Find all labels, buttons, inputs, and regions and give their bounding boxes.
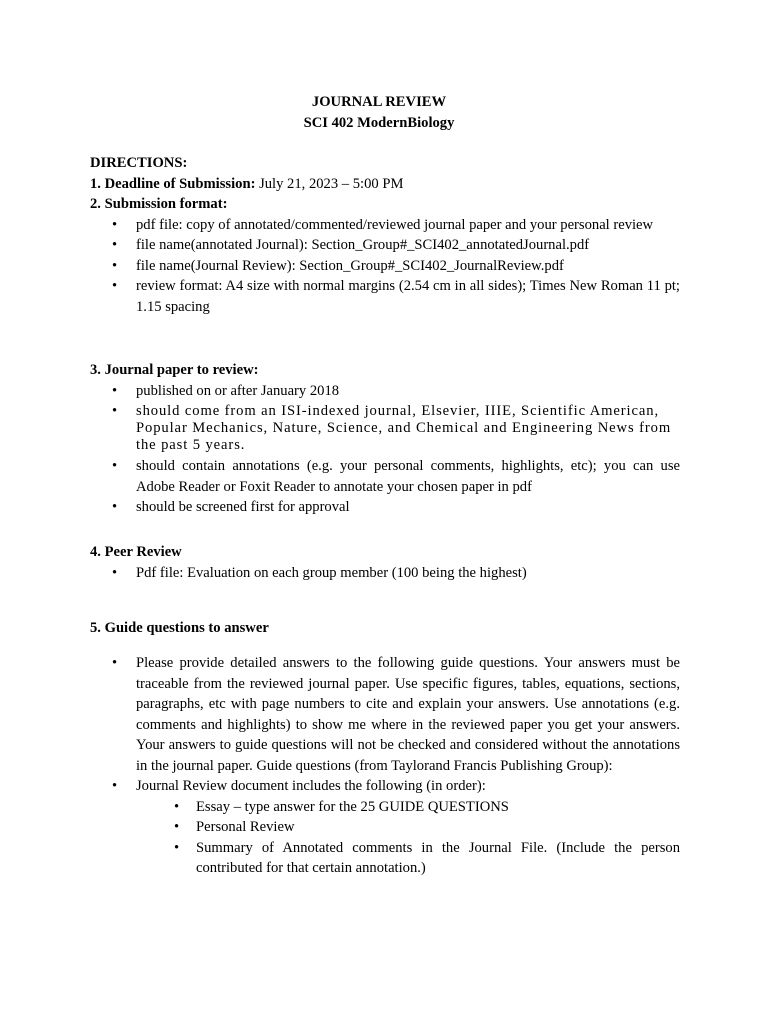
peer-review-list: [90, 563, 680, 584]
list-item: • should be screened first for approval: [90, 497, 680, 518]
list-item: • pdf file: copy of annotated/commented/reviewed journal paper and your personal review: [90, 215, 680, 236]
list-item: • Pdf file: Evaluation on each group member (100 being the highest): [90, 563, 680, 584]
document-title: JOURNAL REVIEW: [311, 94, 447, 110]
list-item: • Journal Review document includes the following (in order):: [90, 776, 680, 797]
directions-section: [90, 153, 680, 317]
directions-heading: DIRECTIONS:: [90, 155, 188, 171]
submission-format-heading: 2. Submission format:: [90, 196, 228, 212]
list-item: • Please provide detailed answers to the following guide questions. Your answers must be traceable from the reviewed journal paper. Use specific figures, tables, equations, sections, paragraphs, etc with page numbers to cite and explain your answers. Use annotations (e.g. comments and highlights) to show me where in the reviewed paper you get your answers. Your answers to guide questions will not be checked and considered without the annotations in the journal paper. Guide questions (from Taylorand Francis Publishing Group):: [90, 653, 680, 776]
journal-paper-section: [90, 360, 680, 518]
list-item: • Summary of Annotated comments in the Journal File. (Include the person contributed for that certain annotation.): [90, 838, 680, 879]
list-item: • review format: A4 size with normal margins (2.54 cm in all sides); Times New Roman 11 pt; 1.15 spacing: [90, 276, 680, 317]
journal-review-contents-list: [90, 797, 680, 879]
guide-questions-section: [90, 618, 680, 639]
deadline-value: July 21, 2023 – 5:00 PM: [255, 175, 404, 192]
journal-paper-list: [90, 381, 680, 518]
list-item: • Personal Review: [90, 817, 680, 838]
guide-questions-list: [90, 653, 680, 797]
document-subtitle: SCI 402 ModernBiology: [303, 115, 455, 131]
list-item: • file name(annotated Journal): Section_Group#_SCI402_annotatedJournal.pdf: [90, 235, 680, 256]
peer-review-heading: 4. Peer Review: [90, 544, 182, 560]
list-item: • file name(Journal Review): Section_Group#_SCI402_JournalReview.pdf: [90, 256, 680, 277]
list-item: • should contain annotations (e.g. your personal comments, highlights, etc); you can use Adobe Reader or Foxit Reader to annotate your chosen paper in pdf: [90, 456, 680, 497]
list-item: • published on or after January 2018: [90, 381, 680, 402]
deadline-line: [90, 174, 680, 195]
list-item: • should come from an ISI-indexed journal, Elsevier, IIIE, Scientific American, Popular Mechanics, Nature, Science, and Chemical and Engineering News from the past 5 years.: [90, 403, 680, 454]
list-item: • Essay – type answer for the 25 GUIDE QUESTIONS: [90, 797, 680, 818]
peer-review-section: [90, 542, 680, 583]
guide-questions-heading: 5. Guide questions to answer: [90, 620, 269, 636]
deadline-label: 1. Deadline of Submission:: [90, 175, 256, 192]
guide-questions-body: [90, 653, 680, 879]
journal-paper-heading: 3. Journal paper to review:: [90, 362, 259, 378]
submission-format-list: [90, 215, 680, 318]
